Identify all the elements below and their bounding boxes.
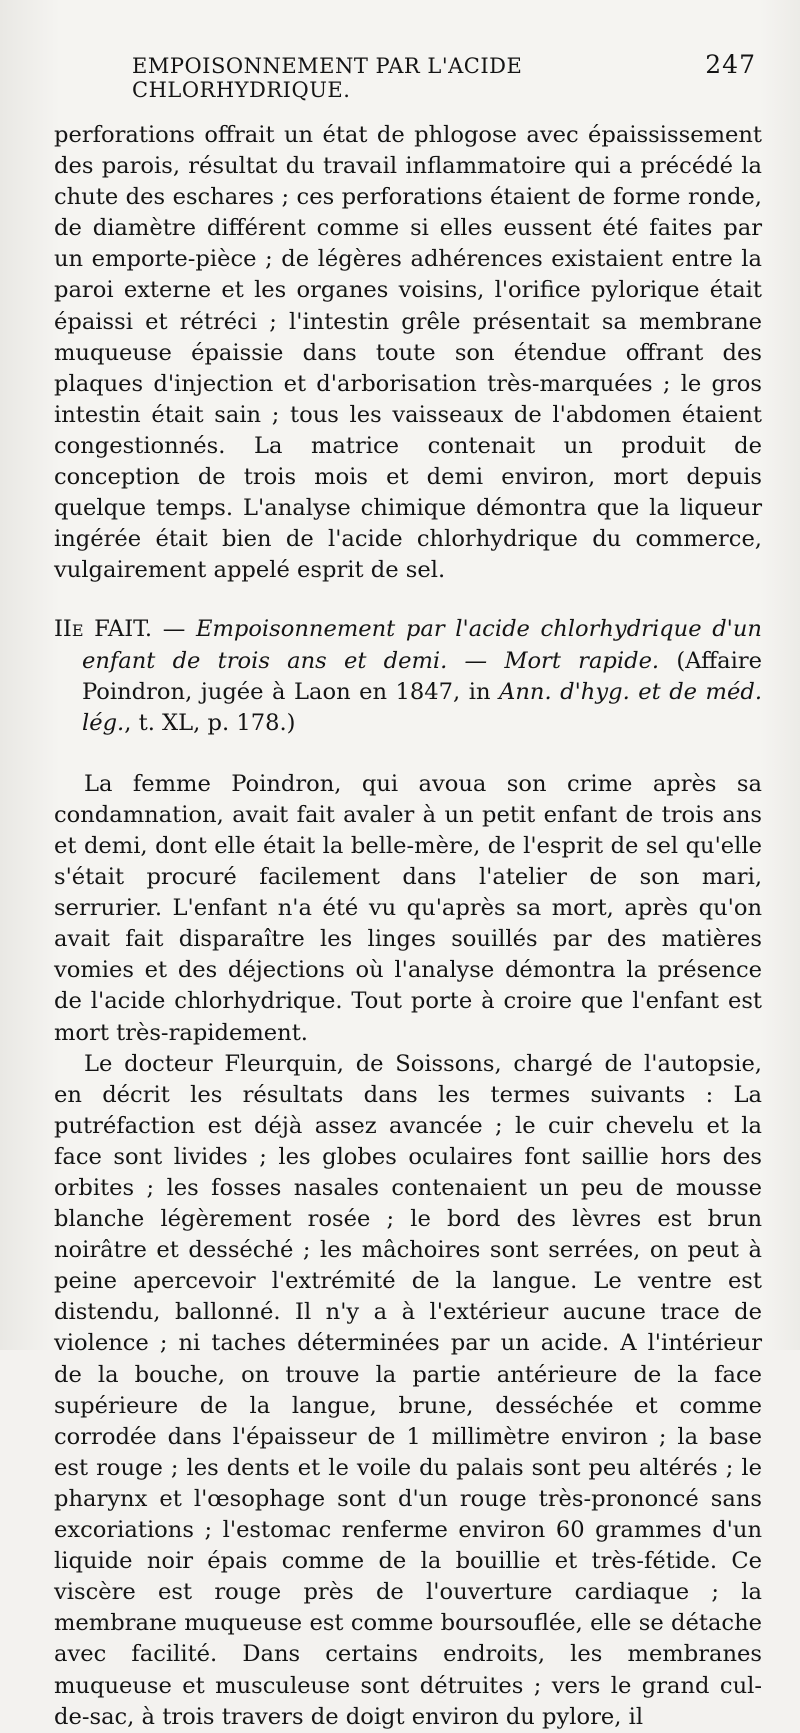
case-reference-journal: Ann. d'hyg. et de méd. lég. (82, 678, 762, 736)
case-title: Empoisonnement par l'acide chlorhydrique d'un enfant de trois ans et demi. — Mort rapide. (82, 616, 762, 674)
paragraph-continued: perforations offrait un état de phlogose avec épaississement des parois, résultat du travail inflammatoire qui a précédé la chute des eschares ; ces perforations étaient de forme ronde, de diamètre différent comme si elles eussent été faites par un emporte-pièce ; de légères adhérences existaient entre la paroi externe et les organes voisins, l'orifice pylorique était épaissi et rétréci ; l'intestin grêle présentait sa membrane muqueuse épaissie dans toute son étendue offrant des plaques d'injection et d'arborisation très-marquées ; le gros intestin était sain ; tous les vaisseaux de l'abdomen étaient congestionnés. La matrice contenait un produit de conception de trois mois et demi environ, mort depuis quelque temps. L'analyse chimique démontra que la liqueur ingérée était bien de l'acide chlorhydrique du commerce, vulgairement appelé esprit de sel. (54, 122, 762, 584)
running-title: EMPOISONNEMENT PAR L'ACIDE CHLORHYDRIQUE. (132, 54, 523, 102)
body-text (54, 120, 762, 1733)
case-label: IIe FAIT. (54, 616, 153, 643)
case-reference-post: , t. XL, p. 178.) (124, 709, 296, 736)
case-reference-pre: (Affaire Poindron, jugée à Laon en 1847, in (82, 647, 762, 705)
paragraph-case-summary: La femme Poindron, qui avoua son crime après sa condamnation, avait fait avaler à un petit enfant de trois ans et demi, dont elle était la belle-mère, de l'esprit de sel qu'elle s'était procuré facilement dans l'atelier de son mari, serrurier. L'enfant n'a été vu qu'après sa mort, après qu'on avait fait disparaître les linges souillés par des matières vomies et des déjections où l'analyse démontra la présence de l'acide chlorhydrique. Tout porte à croire que l'enfant est mort très-rapidement. (54, 770, 762, 1046)
case-heading (54, 614, 762, 738)
case-dash: — (152, 616, 196, 643)
page-number: 247 (705, 50, 756, 79)
paragraph-autopsy: Le docteur Fleurquin, de Soissons, chargé de l'autopsie, en décrit les résultats dans les termes suivants : La putréfaction est déjà assez avancée ; le cuir chevelu et la face sont livides ; les globes oculaires font saillie hors des orbites ; les fosses nasales contenaient un peu de mousse blanche légèrement rosée ; le bord des lèvres est brun noirâtre et desséché ; les mâchoires sont serrées, on peut à peine apercevoir l'extrémité de la langue. Le ventre est distendu, ballonné. Il n'y a à l'extérieur aucune trace de violence ; ni taches déterminées par un acide. A l'intérieur de la bouche, on trouve la partie antérieure de la face supérieure de la langue, brune, desséchée et comme corrodée dans l'épaisseur de 1 millimètre environ ; la base est rouge ; les dents et le voile du palais sont peu altérés ; le pharynx et l'œsophage sont d'un rouge très-prononcé sans excoriations ; l'estomac renferme environ 60 grammes d'un liquide noir épais comme de la bouillie et très-fétide. Ce viscère est rouge près de l'ouverture cardiaque ; la membrane muqueuse est comme boursouflée, elle se détache avec facilité. Dans certains endroits, les membranes muqueuse et musculeuse sont détruites ; vers le grand cul-de-sac, à trois travers de doigt environ du pylore, il (54, 1050, 762, 1730)
running-header (132, 50, 756, 102)
